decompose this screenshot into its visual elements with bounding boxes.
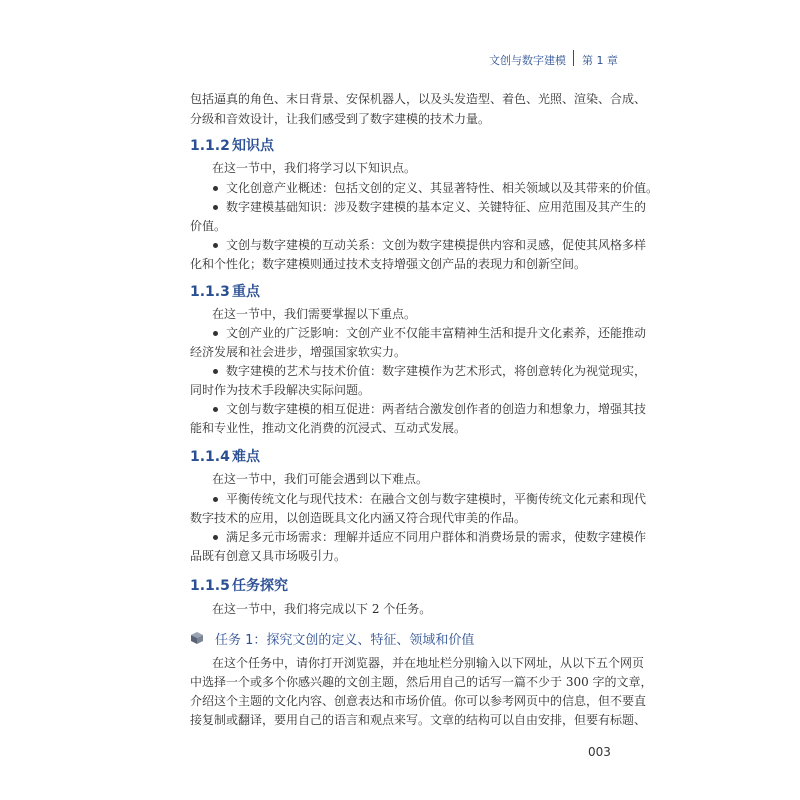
bullet-item: 数字建模的艺术与技术价值：数字建模作为艺术形式，将创意转化为视觉现实， <box>226 364 647 378</box>
intro-line: 包括逼真的角色、末日背景、安保机器人，以及头发造型、着色、光照、渲染、合成、 <box>190 92 647 106</box>
section-lead: 在这一节中，我们可能会遇到以下难点。 <box>212 472 429 486</box>
bullet-dot-icon <box>213 535 218 540</box>
bullet-item: 文创与数字建模的相互促进：两者结合激发创作者的创造力和想象力，增强其技 <box>226 402 647 416</box>
section-title: 知识点 <box>232 138 274 154</box>
bullet-item: 文创产业的广泛影响：文创产业不仅能丰富精神生活和提升文化素养，还能推动 <box>226 326 647 340</box>
section-number: 1.1.4 <box>190 449 230 465</box>
bullet-item-continued: 经济发展和社会进步，增强国家软实力。 <box>190 345 407 359</box>
bullet-item-continued: 品既有创意又具市场吸引力。 <box>190 549 347 563</box>
section-lead: 在这一节中，我们需要掌握以下重点。 <box>212 307 417 321</box>
task-body-line: 介绍这个主题的文化内容、创意表达和市场价值。你可以参考网页中的信息，但不要直 <box>190 694 647 708</box>
bullet-item-continued: 价值。 <box>190 219 227 233</box>
section-number: 1.1.2 <box>190 138 230 154</box>
bullet-dot-icon <box>213 407 218 412</box>
section-heading-1-1-4 <box>190 446 260 466</box>
bullet-dot-icon <box>213 243 218 248</box>
cube-icon <box>190 631 204 645</box>
section-heading-1-1-2 <box>190 135 274 155</box>
bullet-item: 满足多元市场需求：理解并适应不同用户群体和消费场景的需求，使数字建模作 <box>226 530 647 544</box>
section-number: 1.1.3 <box>190 284 230 300</box>
intro-line: 分级和音效设计，让我们感受到了数字建模的技术力量。 <box>190 112 491 126</box>
running-header <box>0 50 800 68</box>
bullet-item-continued: 化和个性化；数字建模则通过技术支持增强文创产品的表现力和创新空间。 <box>190 257 587 271</box>
bullet-item: 文创与数字建模的互动关系：文创为数字建模提供内容和灵感，促使其风格多样 <box>226 238 647 252</box>
section-title: 任务探究 <box>232 578 288 594</box>
task-body-line: 在这个任务中，请你打开浏览器，并在地址栏分别输入以下网址，从以下五个网页 <box>212 656 645 670</box>
bullet-item-continued: 能和专业性，推动文化消费的沉浸式、互动式发展。 <box>190 421 467 435</box>
section-lead: 在这一节中，我们将完成以下 2 个任务。 <box>212 602 432 616</box>
bullet-dot-icon <box>213 369 218 374</box>
bullet-item-continued: 数字技术的应用，以创造既具文化内涵又符合现代审美的作品。 <box>190 511 527 525</box>
bullet-dot-icon <box>213 186 218 191</box>
section-heading-1-1-3 <box>190 281 260 301</box>
task-body-line: 中选择一个或多个你感兴趣的文创主题，然后用自己的话写一篇不少于 300 字的文章， <box>190 675 653 689</box>
bullet-dot-icon <box>213 205 218 210</box>
chapter-label: 第 1 章 <box>582 54 618 67</box>
section-lead: 在这一节中，我们将学习以下知识点。 <box>212 161 417 175</box>
section-heading-1-1-5 <box>190 575 288 595</box>
bullet-item: 文化创意产业概述：包括文创的定义、其显著特性、相关领域以及其带来的价值。 <box>226 181 659 195</box>
section-title: 重点 <box>232 284 260 300</box>
bullet-item: 数字建模基础知识：涉及数字建模的基本定义、关键特征、应用范围及其产生的 <box>226 200 647 214</box>
header-divider <box>573 50 574 66</box>
section-title: 难点 <box>232 449 260 465</box>
section-number: 1.1.5 <box>190 578 230 594</box>
task-title: 任务 1：探究文创的定义、特征、领域和价值 <box>215 633 475 648</box>
bullet-dot-icon <box>213 497 218 502</box>
task-body-line: 接复制或翻译，要用自己的语言和观点来写。文章的结构可以自由安排，但要有标题、 <box>190 713 647 727</box>
book-title: 文创与数字建模 <box>489 54 566 67</box>
bullet-dot-icon <box>213 331 218 336</box>
bullet-item-continued: 同时作为技术手段解决实际问题。 <box>190 383 371 397</box>
page-number: 003 <box>588 745 611 759</box>
bullet-item: 平衡传统文化与现代技术：在融合文创与数字建模时，平衡传统文化元素和现代 <box>226 492 647 506</box>
